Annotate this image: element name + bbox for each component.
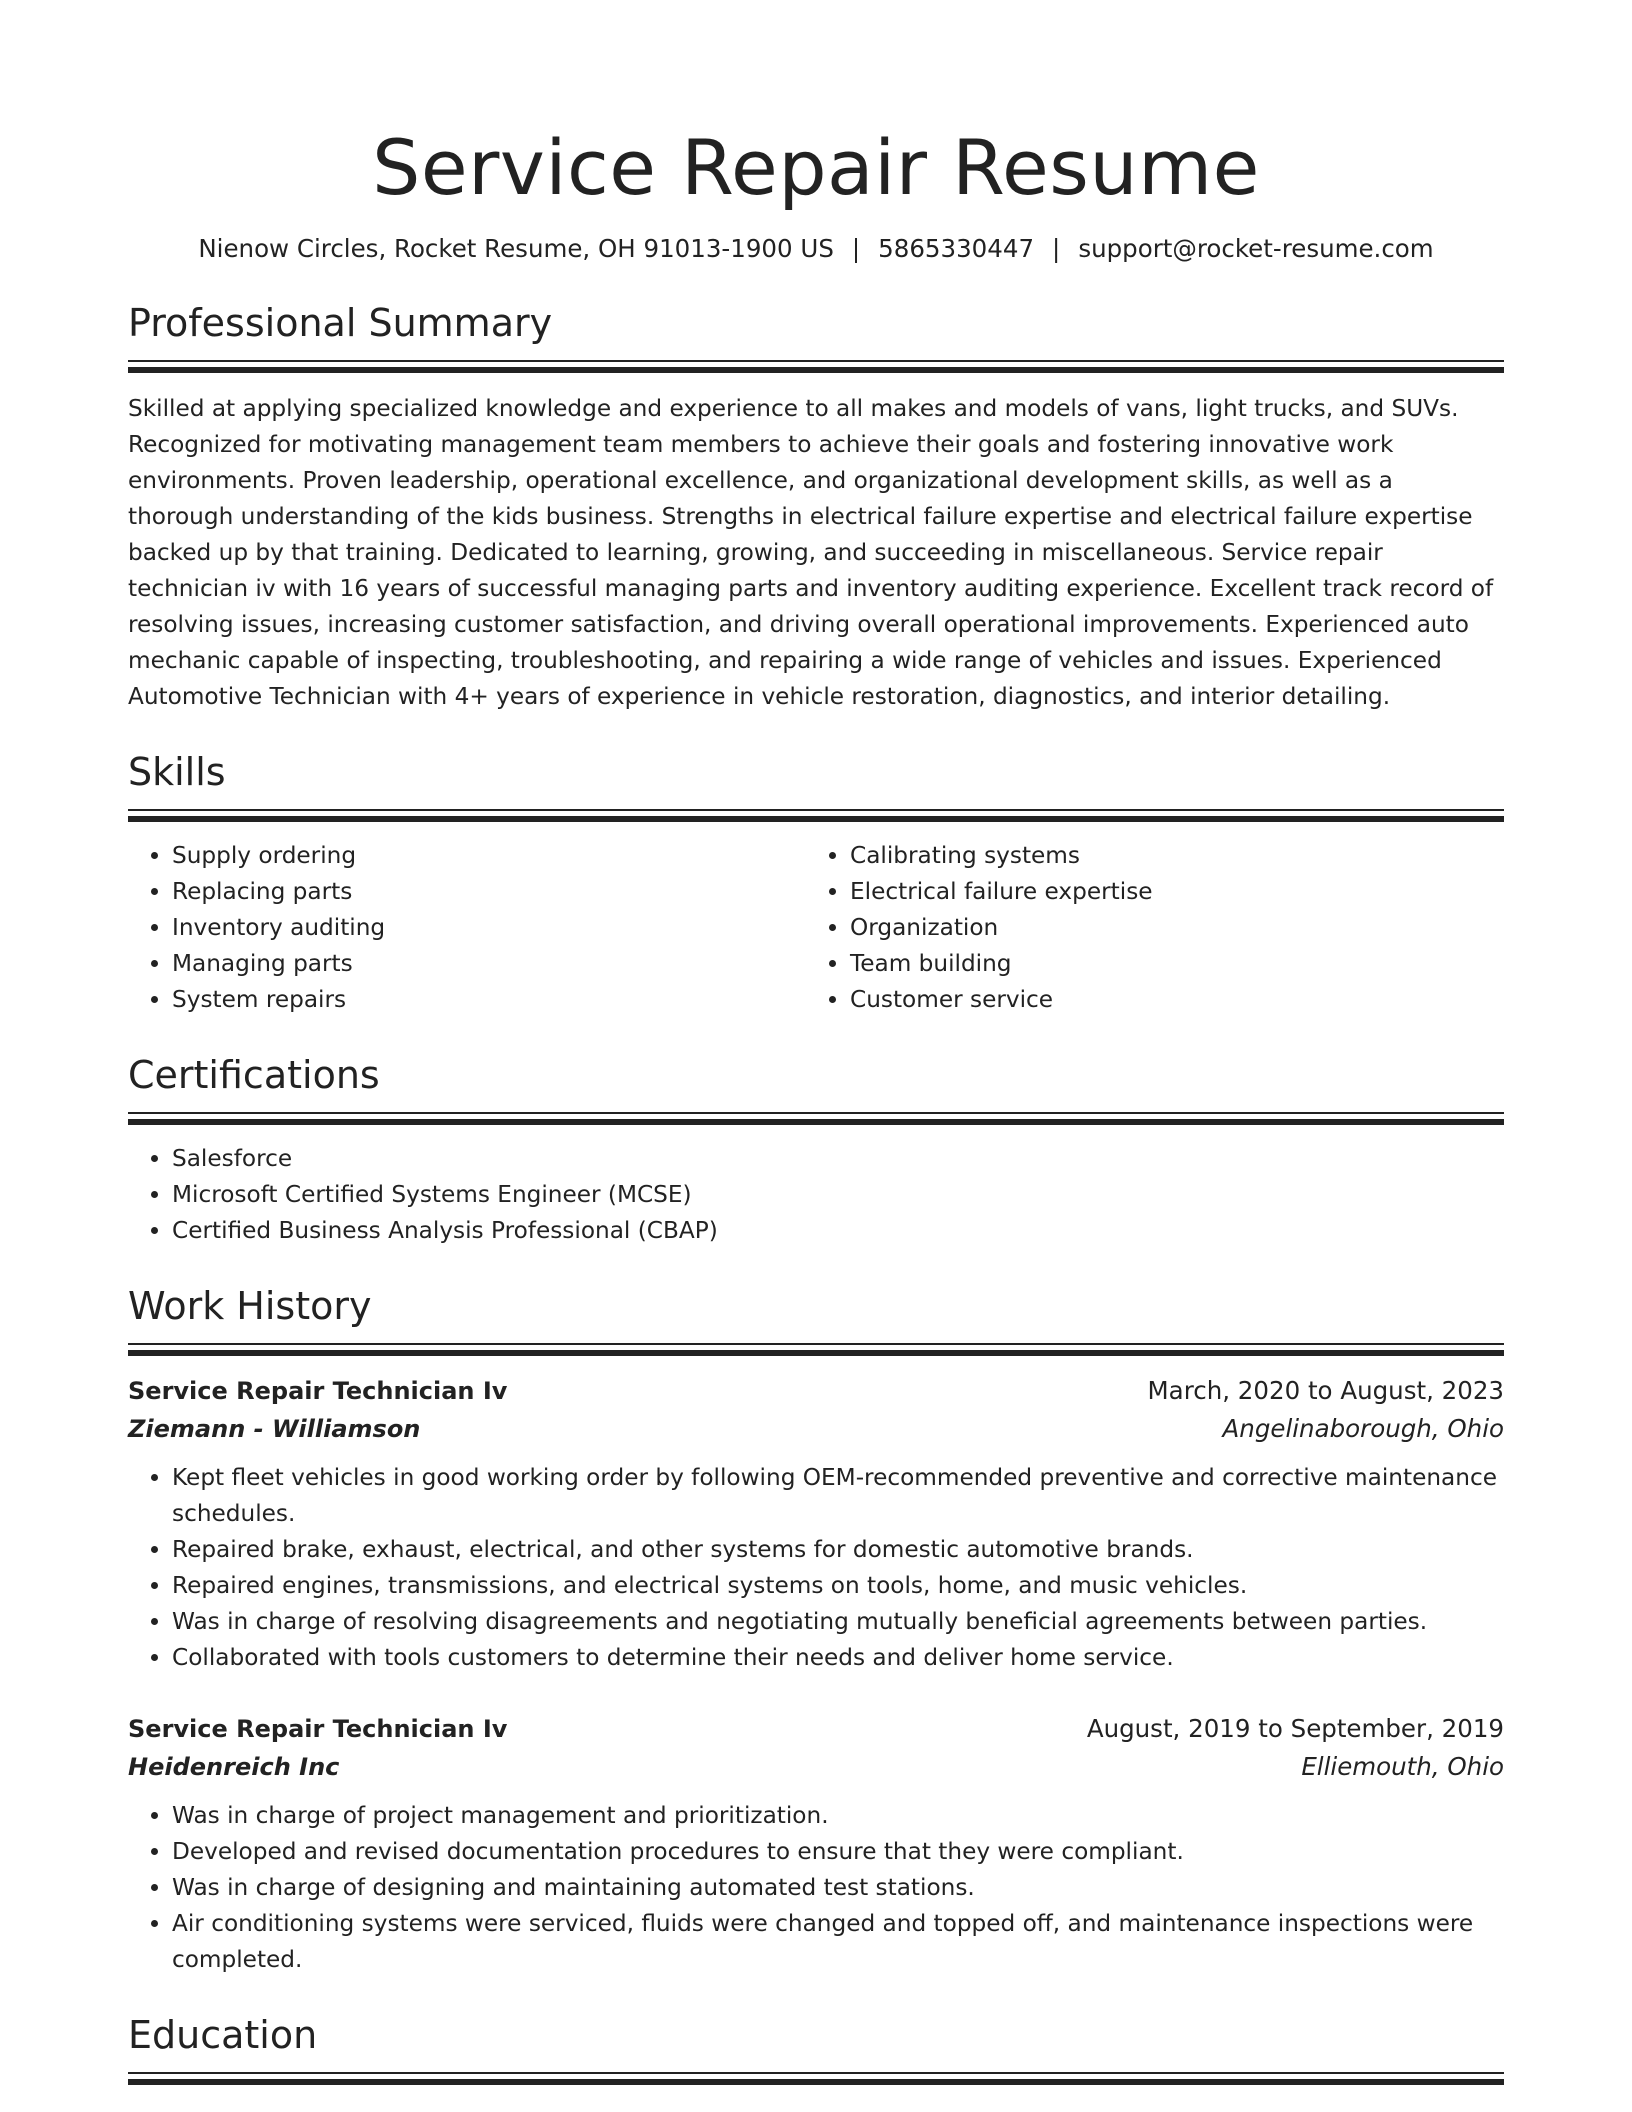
job-bullets	[128, 1460, 1504, 1676]
job-header-row	[128, 1710, 1504, 1748]
certification-item: • Microsoft Certified Systems Engineer (MCSE)	[172, 1177, 1504, 1213]
job-bullet: • Was in charge of designing and maintaining automated test stations.	[172, 1870, 1504, 1906]
skills-columns	[128, 838, 1504, 1018]
work-history-heading: Work History	[128, 1284, 372, 1328]
contact-line	[128, 232, 1504, 266]
job-bullet: • Was in charge of resolving disagreements and negotiating mutually beneficial agreements between parties.	[172, 1604, 1504, 1640]
job-location: Elliemouth, Ohio	[1301, 1752, 1504, 1781]
section-divider	[128, 360, 1504, 373]
skills-heading: Skills	[128, 750, 226, 794]
job-dates: March, 2020 to August, 2023	[1147, 1376, 1504, 1405]
summary-heading: Professional Summary	[128, 301, 553, 345]
job-bullet: • Collaborated with tools customers to determine their needs and deliver home service.	[172, 1640, 1504, 1676]
contact-phone: 5865330447	[878, 234, 1035, 263]
skill-item: • Replacing parts	[172, 874, 806, 910]
skill-item: • Organization	[850, 910, 1484, 946]
certification-item: • Salesforce	[172, 1141, 1504, 1177]
contact-separator: |	[1052, 234, 1061, 263]
summary-section	[128, 300, 1504, 715]
job-bullet: • Was in charge of project management and prioritization.	[172, 1798, 1504, 1834]
skill-item: • Supply ordering	[172, 838, 806, 874]
education-section	[128, 2012, 1504, 2085]
skill-item: • Team building	[850, 946, 1484, 982]
job-company-row	[128, 1748, 1504, 1786]
education-heading: Education	[128, 2013, 318, 2057]
skills-list-left	[128, 838, 806, 1018]
section-divider	[128, 809, 1504, 822]
skill-item: • System repairs	[172, 982, 806, 1018]
certification-item: • Certified Business Analysis Professional (CBAP)	[172, 1213, 1504, 1249]
job-dates: August, 2019 to September, 2019	[1086, 1714, 1504, 1743]
job-title: Service Repair Technician Iv	[128, 1377, 508, 1405]
section-divider	[128, 1343, 1504, 1356]
job-header-row	[128, 1372, 1504, 1410]
job-company: Ziemann - Williamson	[128, 1415, 421, 1443]
contact-email: support@rocket-resume.com	[1078, 234, 1434, 263]
job-bullet: • Repaired engines, transmissions, and electrical systems on tools, home, and music vehicles.	[172, 1568, 1504, 1604]
job-company-row	[128, 1410, 1504, 1448]
skill-item: • Calibrating systems	[850, 838, 1484, 874]
skill-item: • Managing parts	[172, 946, 806, 982]
skills-list-right	[806, 838, 1484, 1018]
job-bullet: • Kept fleet vehicles in good working order by following OEM-recommended preventive and corrective maintenance schedules.	[172, 1460, 1504, 1532]
job-bullet: • Developed and revised documentation procedures to ensure that they were compliant.	[172, 1834, 1504, 1870]
job-entry	[128, 1710, 1504, 1978]
job-title: Service Repair Technician Iv	[128, 1715, 508, 1743]
certifications-list	[128, 1141, 1504, 1249]
summary-text: Skilled at applying specialized knowledge and experience to all makes and models of vans, light trucks, and SUVs. Recognized for motivating management team members to achieve their goals and fostering innovative work environments. Proven leadership, operational excellence, and organizational development skills, as well as a thorough understanding of the kids business. Strengths in electrical failure expertise and electrical failure expertise backed up by that training. Dedicated to learning, growing, and succeeding in miscellaneous. Service repair technician iv with 16 years of successful managing parts and inventory auditing experience. Excellent track record of resolving issues, increasing customer satisfaction, and driving overall operational improvements. Experienced auto mechanic capable of inspecting, troubleshooting, and repairing a wide range of vehicles and issues. Experienced Automotive Technician with 4+ years of experience in vehicle restoration, diagnostics, and interior detailing.	[128, 395, 1494, 710]
section-divider	[128, 1112, 1504, 1125]
job-entry	[128, 1372, 1504, 1676]
job-bullets	[128, 1798, 1504, 1978]
job-location: Angelinaborough, Ohio	[1222, 1414, 1504, 1443]
resume-page	[128, 0, 1504, 2085]
skills-section	[128, 749, 1504, 1018]
contact-address: Nienow Circles, Rocket Resume, OH 91013-1900 US	[198, 234, 834, 263]
work-history-section	[128, 1283, 1504, 1978]
skill-item: • Inventory auditing	[172, 910, 806, 946]
section-divider	[128, 2072, 1504, 2085]
job-bullet: • Repaired brake, exhaust, electrical, and other systems for domestic automotive brands.	[172, 1532, 1504, 1568]
skill-item: • Electrical failure expertise	[850, 874, 1484, 910]
job-bullet: • Air conditioning systems were serviced, fluids were changed and topped off, and maintenance inspections were completed.	[172, 1906, 1504, 1978]
job-company: Heidenreich Inc	[128, 1753, 340, 1781]
resume-title: Service Repair Resume	[372, 123, 1260, 212]
certifications-section	[128, 1052, 1504, 1249]
skill-item: • Customer service	[850, 982, 1484, 1018]
certifications-heading: Certifications	[128, 1053, 380, 1097]
contact-separator: |	[851, 234, 861, 263]
